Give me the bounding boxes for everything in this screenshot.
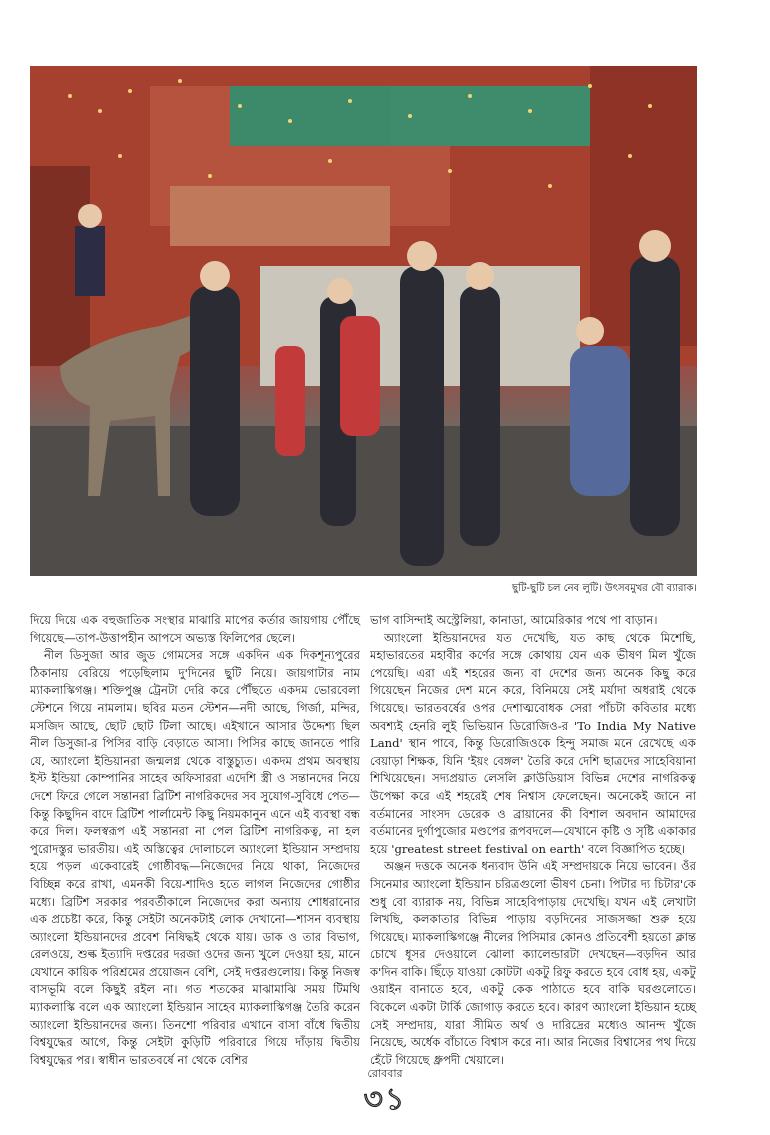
magazine-name: রোববার [367,1067,403,1080]
article-photo [30,66,697,576]
paragraph: নীল ডিসুজা আর জুড গোমসের সঙ্গে একদিন এক দিকশূন্যপুরের ঠিকানায় বেরিয়ে পড়েছিলাম দু'দিনের ছুটি নিয়ে। জায়গাটার নাম ম্যাকলাস্কিগঞ্জ। শক্তিপুঞ্জ ট্রেনটা দেরি করে পৌঁছতে একদম ভোরবেলা স্টেশনে গিয়ে নামলাম। ছবির মতন স্টেশন—নদী আছে, গির্জা, মন্দির, মসজিদ আছে, ছোট ছোট টিলা আছে। এইখানে আসার উদ্দেশ্য ছিল নীল ডিসুজা-র পিসির বাড়ি বেড়াতে আসা। পিসির কাছে জানতে পারি যে, অ্যাংলো ইন্ডিয়ানরা জন্মলগ্ন থেকে বাস্তুচ্যুত। একদম প্রথম অবস্থায় ইস্ট ইন্ডিয়া কোম্পানির সাহেব অফিসাররা এদেশি স্ত্রী ও সন্তানদের নিয়ে দেশে ফিরে গেলে সন্তানরা ব্রিটিশ নাগরিকদের সব সুযোগ-সুবিধে পেত—কিন্তু কিছুদিন বাদে ব্রিটিশ পার্লামেন্ট কিছু নিয়মকানুন এনে এই ব্যবস্থা বন্ধ করে দিল। ফলস্বরূপ এই সন্তানরা না পেল ব্রিটিশ নাগরিকত্ব, না হল পুরোদস্তুর ভারতীয়। এই অস্তিত্বের দোলাচলে অ্যাংলো ইন্ডিয়ান সম্প্রদায় হয়ে পড়ল একেবারেই গোষ্ঠীবদ্ধ—নিজেদের নিয়ে থাকা, নিজেদের বিচ্ছিন্ন করে রাখা, এমনকী বিয়ে-শাদিও হতে লাগল নিজেদের গোষ্ঠীর মধ্যে। ব্রিটিশ সরকার পরবর্তীকালে নিজেদের করা অন্যায় শোধরানোর এক প্রচেষ্টা করে, কিন্তু সেইটা অনেকটাই লোক দেখানো—শাসন ব্যবস্থায় অ্যাংলো ইন্ডিয়ানদের প্রবেশ নিষিদ্ধই থেকে যায়। ডাক ও তার বিভাগ, রেলওয়ে, শুল্ক ইত্যাদি দপ্তরের দরজা ওদের জন্য খুলে দেওয়া হয়, মানে যেখানে কায়িক পরিশ্রমের প্রয়োজন বেশি, সেই দপ্তরগুলোয়। কিন্তু নিজস্ব বাসভূমি বলে কিছুই রইল না। গত শতকের মাঝামাঝি সময় টিমথি ম্যাকলাস্কি বলে এক অ্যাংলো ইন্ডিয়ান সাহেব ম্যাকলাস্কিগঞ্জ তৈরি করেন অ্যাংলো ইন্ডিয়ানদের জন্য। তিনশো পরিবার এখানে বাসা বাঁধে দ্বিতীয় বিশ্বযুদ্ধের আগে, কিন্তু সেইটা কুড়িটি পরিবারে গিয়ে দাঁড়ায় দ্বিতীয় বিশ্বযুদ্ধের পর। স্বাধীন ভারতবর্ষে না থেকে বেশির [30,648,360,1067]
paragraph: ভাগ বাসিন্দাই অস্ট্রেলিয়া, কানাডা, আমেরিকার পথে পা বাড়ান। [370,613,658,627]
paragraph: অ্যাংলো ইন্ডিয়ানদের যত দেখেছি, যত কাছ থেকে মিশেছি, মহাভারতের মহাবীর কর্ণের সঙ্গে কোথায় যেন এক ভীষণ মিল খুঁজে পেয়েছি। এরা এই শহরের জন্য বা দেশের জন্য অনেক কিছু করে গিয়েছেন নিজের দেশ মনে করে, বিনিময়ে সেই মর্যাদা অধরাই থেকে গিয়েছে। ভারতবর্ষের ওপর দেশাত্মবোধক সেরা পাঁচটা কবিতার মধ্যে অবশ্যই হেনরি লুই ভিভিয়ান ডিরোজিও-র 'To India My Native Land' স্থান পাবে, কিন্তু ডিরোজিওকে হিন্দু সমাজ মনে রেখেছে এক বেয়াড়া শিক্ষক, যিনি 'ইয়ং বেঙ্গল' তৈরি করে দেশি ছাত্রদের সাহেবিয়ানা শিখিয়েছেন। সদ্যপ্রয়াত লেসলি ক্লাউডিয়াস বিভিন্ন দেশের নাগরিকত্ব উপেক্ষা করে এই শহরেই শেষ নিশ্বাস ফেলেছেন। অনেকেই জানে না বর্তমানের সাংসদ ডেরেক ও ব্রায়ানের কী বিশাল অবদান আমাদের বর্তমানের দুর্গাপুজোর মণ্ডপের রূপবদলে—যেখানে কৃষ্টি ও সৃষ্টি একাকার হয়ে 'greatest street festival on earth' বলে বিজ্ঞাপিত হচ্ছে। [370,630,696,856]
paragraph: অঞ্জন দত্তকে অনেক ধন্যবাদ উনি এই সম্প্রদায়কে নিয়ে ভাবেন। ওঁর সিনেমার অ্যাংলো ইন্ডিয়ান চরিত্রগুলো ভীষণ চেনা। পিটার দ্য চিটার'কে শুধু বো ব্যারাক নয়, বিভিন্ন সাহেবিপাড়ায় দেখেছি। যখন এই লেখাটা লিখছি, কলকাতার বিভিন্ন পাড়ায় বড়দিনের সাজসজ্জা শুরু হয়ে গিয়েছে। ম্যাকলাস্কিগঞ্জে নীলের পিসিমার কোনও প্রতিবেশী হয়তো ক্লান্ত চোখে ধূসর দেওয়ালে ঝোলা ক্যালেন্ডারটা দেখছেন—বড়দিন আর ক'দিন বাকি। ছিঁড়ে যাওয়া কোটটা একটু রিফু করতে হবে বোধ হয়, একটু ওয়াইন বানাতে হবে, একটু কেক পাঠাতে হবে বাকি ঘরগুলোতে। বিকেলে একটা টার্কি জোগাড় করতে হবে। কারণ অ্যাংলো ইন্ডিয়ান হচ্ছে সেই সম্প্রদায়, যারা সীমিত অর্থ ও দারিদ্রের মধ্যেও আনন্দ খুঁজে নিয়েছে, অর্ধেক বাঁচাতে বিশ্বাস করে না। আর নিজের বিশ্বাসের পথ দিয়ে হেঁটে গিয়েছে ধ্রুপদী খেয়ালে। [370,859,696,1067]
photo-caption: ছুটি-ছুটি চল নেব লুটি। উৎসবমুখর বৌ ব্যারাক। [512,583,697,594]
photo-festive-street-icon [30,66,697,576]
paragraph: দিয়ে দিয়ে এক বহুজাতিক সংস্থার মাঝারি মাপের কর্তার জায়গায় পৌঁছে গিয়েছে—তাপ-উত্তাপহীন আপসে অভ্যস্ত ফিলিপের ছেলে। [30,613,360,645]
article-column-left [30,612,360,1069]
article-column-right [370,612,696,1069]
page-number: ৩১ [363,1082,407,1117]
